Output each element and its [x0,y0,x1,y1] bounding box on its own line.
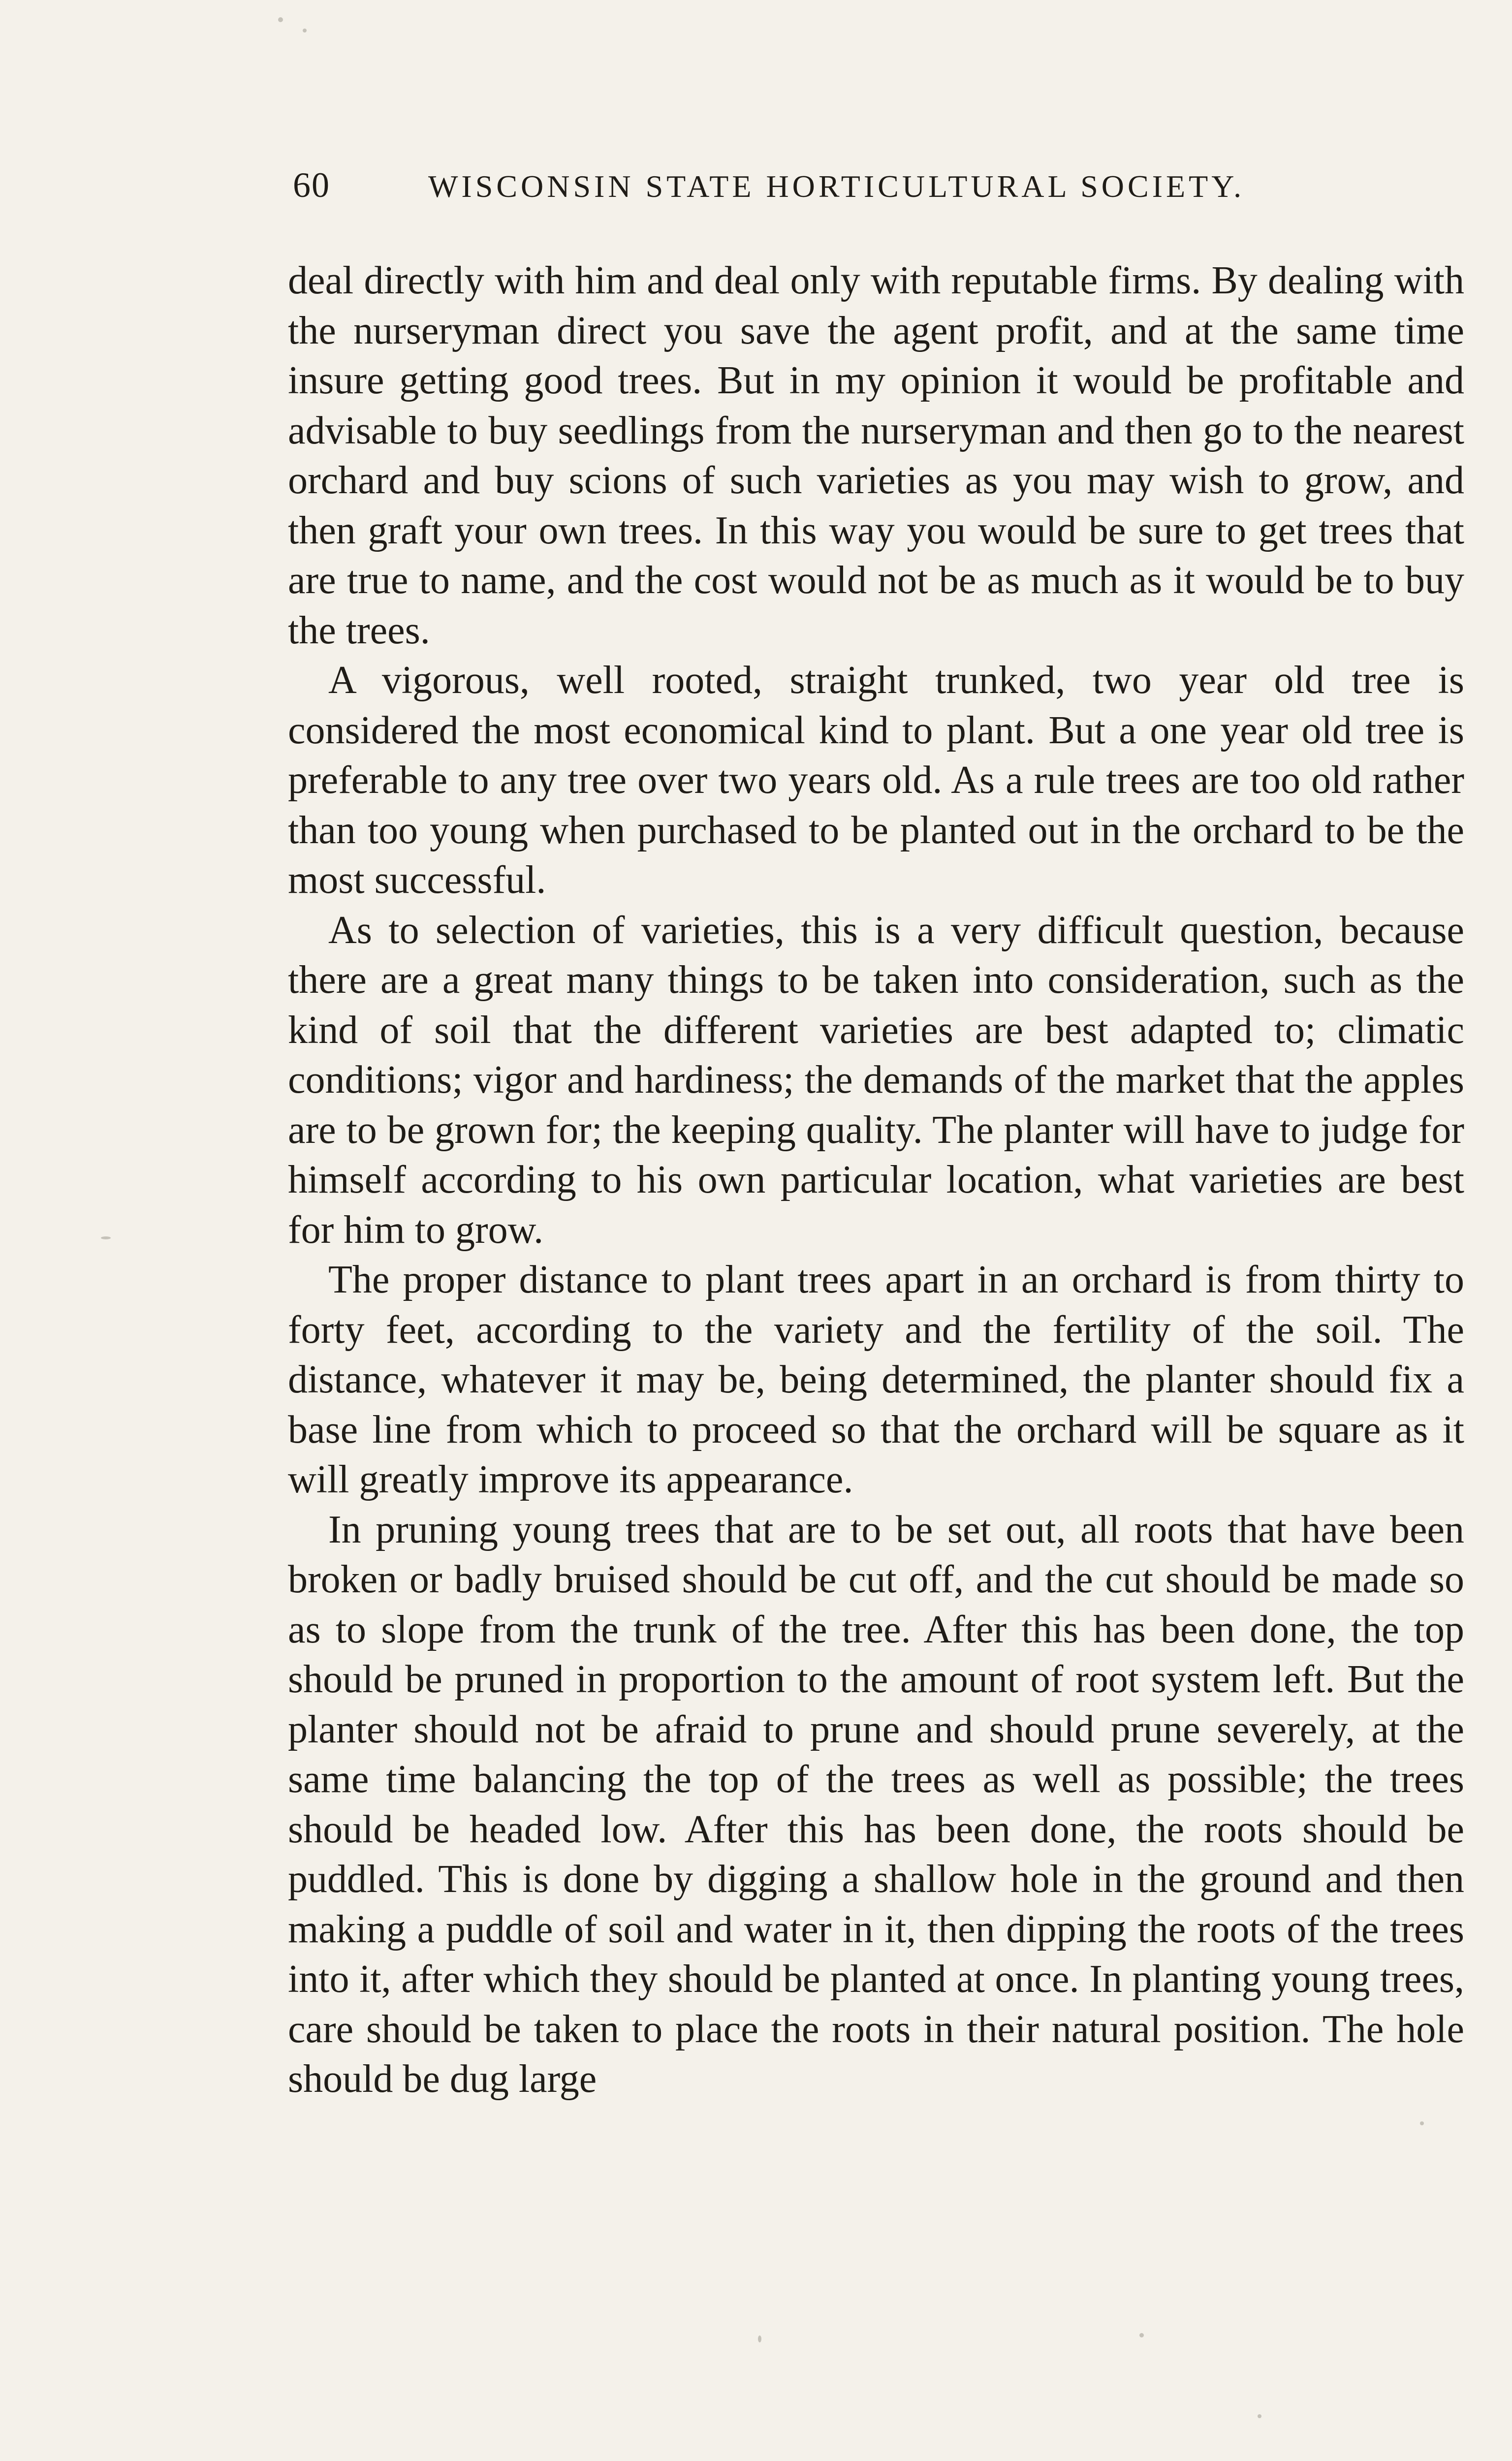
paragraph-continuation: deal directly with him and deal only with reputable firms. By dealing with the nurseryman direct you save the agent profit, and at the same time insure getting good trees. But in my opinion it would be profitable and advisable to buy seedlings from the nurseryman and then go to the nearest orchard and buy scions of such varieties as you may wish to grow, and then graft your own trees. In this way you would be sure to get trees that are true to name, and the cost would not be as much as it would be to buy the trees. [288,259,1464,652]
running-title: WISCONSIN STATE HORTICULTURAL SOCIETY. [428,169,1245,204]
scan-speck [278,17,283,22]
scan-speck [303,29,307,32]
page-number: 60 [293,165,330,205]
scan-speck [758,2335,761,2342]
scan-speck [1420,2121,1424,2125]
paragraph-varieties: As to selection of varieties, this is a very difficult question, because there are a great many things to be taken into consideration, such as the kind of soil that the different varieties are best adapted to; climatic conditions; vigor and hardiness; the demands of the market that the apples are to be grown for; the keeping quality. The planter will have to judge for himself according to his own particular location, what varieties are best for him to grow. [288,908,1464,1252]
paragraph-distance: The proper distance to plant trees apart in an orchard is from thirty to forty feet, according to the variety and the fertility of the soil. The distance, whatever it may be, being determined, the planter should fix a base line from which to proceed so that the orchard will be square as it will greatly improve its appearance. [288,1258,1464,1501]
scan-speck [1139,2333,1144,2337]
running-head [293,165,1346,219]
scan-speck [101,1236,111,1239]
paragraph-tree-age: A vigorous, well rooted, straight trunked, two year old tree is considered the most economical kind to plant. But a one year old tree is preferable to any tree over two years old. As a rule trees are too old rather than too young when purchased to be planted out in the orchard to be the most successful. [288,659,1464,902]
paragraph-pruning: In pruning young trees that are to be set out, all roots that have been broken or badly bruised should be cut off, and the cut should be made so as to slope from the trunk of the tree. After this has been done, the top should be pruned in proportion to the amount of root system left. But the planter should not be afraid to prune and should prune severely, at the same time balancing the top of the trees as well as possible; the trees should be headed low. After this has been done, the roots should be puddled. This is done by digging a shallow hole in the ground and then making a puddle of soil and water in it, then dipping the roots of the trees into it, after which they should be planted at once. In planting young trees, care should be taken to place the roots in their natural position. The hole should be dug large [288,1508,1464,2101]
body-text [288,256,1464,2105]
scan-speck [1258,2414,1261,2418]
